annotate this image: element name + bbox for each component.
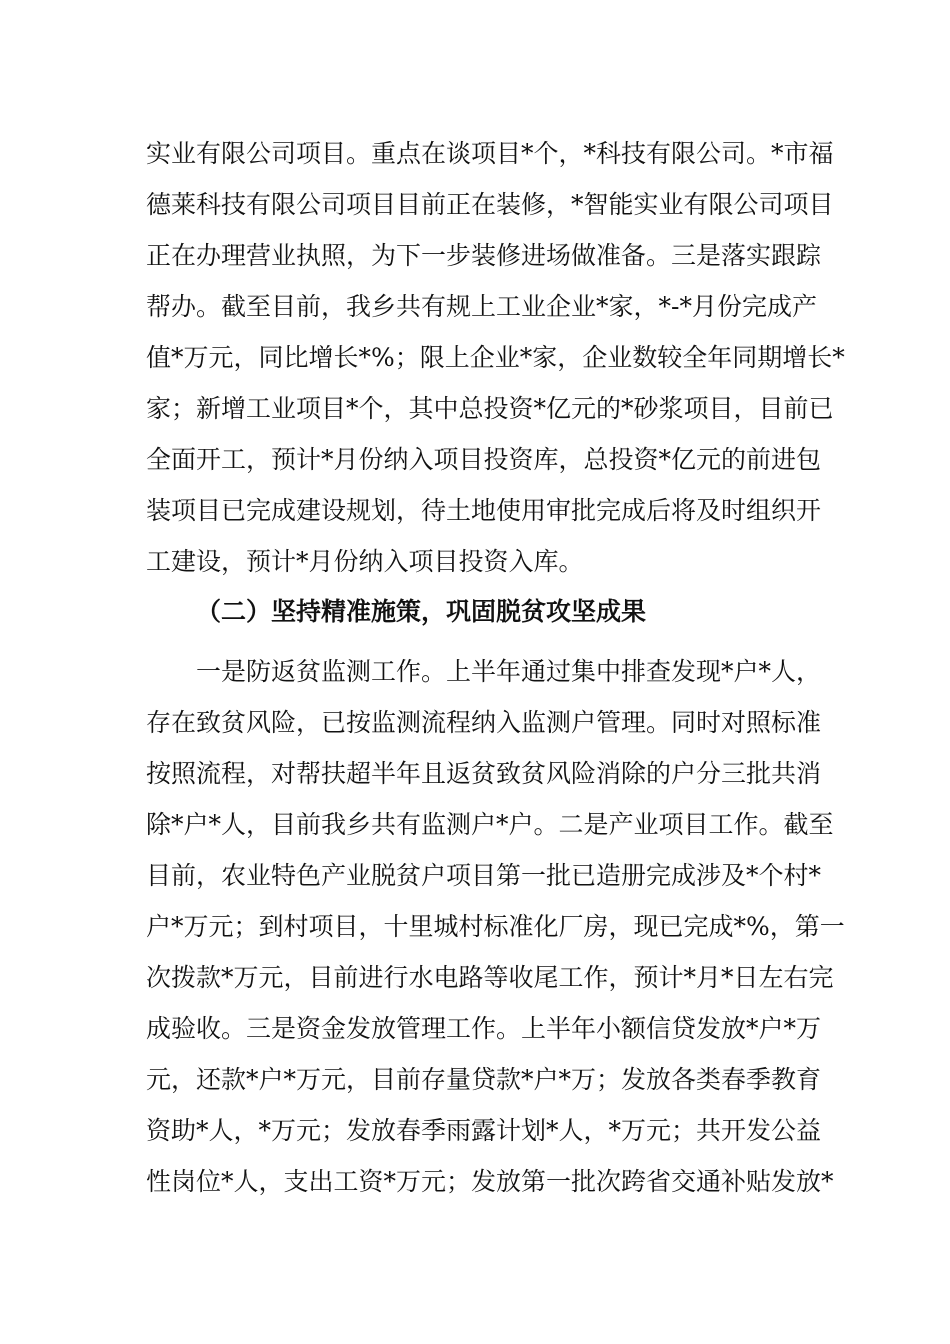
paragraph-line: 成验收。三是资金发放管理工作。上半年小额信贷发放*户*万 xyxy=(146,1014,822,1043)
paragraph-line: 按照流程，对帮扶超半年且返贫致贫风险消除的户分三批共消 xyxy=(146,759,822,788)
paragraph-line: 家；新增工业项目*个，其中总投资*亿元的*砂浆项目，目前已 xyxy=(146,394,834,423)
paragraph-line: 一是防返贫监测工作。上半年通过集中排查发现*户*人， xyxy=(196,657,822,686)
paragraph-line: 全面开工，预计*月份纳入项目投资库，总投资*亿元的前进包 xyxy=(146,445,822,474)
paragraph-line: 正在办理营业执照，为下一步装修进场做准备。三是落实跟踪 xyxy=(146,241,822,270)
paragraph-line: 帮办。截至目前，我乡共有规上工业企业*家，*-*月份完成产 xyxy=(146,292,817,321)
paragraph-line: 实业有限公司项目。重点在谈项目*个，*科技有限公司。*市福 xyxy=(146,139,834,168)
paragraph-line: 次拨款*万元，目前进行水电路等收尾工作，预计*月*日左右完 xyxy=(146,963,834,992)
paragraph-line: 目前，农业特色产业脱贫户项目第一批已造册完成涉及*个村* xyxy=(146,861,822,890)
paragraph-line: 值*万元，同比增长*%；限上企业*家，企业数较全年同期增长* xyxy=(146,343,845,372)
paragraph-line: 工建设，预计*月份纳入项目投资入库。 xyxy=(146,547,584,576)
paragraph-line: 装项目已完成建设规划，待土地使用审批完成后将及时组织开 xyxy=(146,496,822,525)
paragraph-line: 性岗位*人，支出工资*万元；发放第一批次跨省交通补贴发放* xyxy=(146,1167,834,1196)
paragraph-line: 元，还款*户*万元，目前存量贷款*户*万；发放各类春季教育 xyxy=(146,1065,822,1094)
section-heading: （二）坚持精准施策，巩固脱贫攻坚成果 xyxy=(196,597,647,626)
paragraph-line: 资助*人，*万元；发放春季雨露计划*人，*万元；共开发公益 xyxy=(146,1116,822,1145)
paragraph-line: 户*万元；到村项目，十里城村标准化厂房，现已完成*%，第一 xyxy=(146,912,845,941)
paragraph-line: 除*户*人，目前我乡共有监测户*户。二是产业项目工作。截至 xyxy=(146,810,834,839)
paragraph-line: 存在致贫风险，已按监测流程纳入监测户管理。同时对照标准 xyxy=(146,708,822,737)
paragraph-line: 德莱科技有限公司项目目前正在装修，*智能实业有限公司项目 xyxy=(146,190,834,219)
